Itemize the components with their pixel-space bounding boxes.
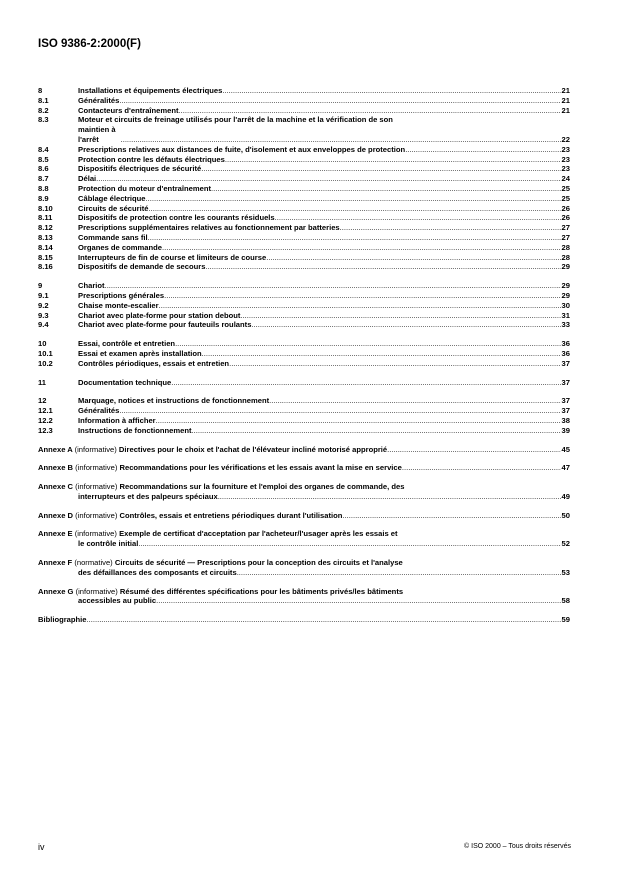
toc-entry-number: 8.9 — [38, 193, 49, 203]
annex-kind: (informative) — [75, 586, 118, 596]
annex-kind: (informative) — [74, 529, 117, 539]
toc-entry[interactable] — [38, 243, 570, 253]
toc-entry-title-text: Interrupteurs de fin de course et limiteurs de course — [78, 252, 267, 262]
toc-entry-page: 28 — [561, 252, 570, 262]
annex-heading — [38, 587, 403, 596]
toc-entry-page: 21 — [561, 86, 570, 95]
toc-entry-title — [78, 243, 561, 253]
toc-entry-title — [78, 426, 561, 436]
toc-entry-number: 9.2 — [38, 300, 49, 310]
leader-dots — [162, 243, 561, 253]
toc-entry-page: 23 — [561, 154, 570, 164]
annex-entry-continuation — [38, 596, 570, 606]
toc-entry[interactable] — [38, 213, 570, 223]
section-gap — [38, 387, 570, 396]
toc-entry-page: 26 — [561, 203, 570, 213]
toc-entry[interactable] — [38, 262, 570, 272]
toc-entry-title — [78, 174, 561, 184]
toc-entry-title-text: Installations et équipements électriques — [78, 86, 223, 95]
section-gap — [38, 369, 570, 378]
annex-entry[interactable] — [38, 529, 570, 549]
toc-entry[interactable] — [38, 96, 570, 106]
toc-entry-page: 33 — [561, 320, 570, 330]
toc-entry-number: 8.13 — [38, 232, 53, 242]
toc-entry[interactable] — [38, 320, 570, 330]
annex-title: Recommandations sur la fourniture et l'emploi des organes de commande, des — [119, 482, 405, 492]
leader-dots — [105, 281, 561, 291]
toc-entry-page: 29 — [561, 281, 570, 291]
toc-entry-page: 28 — [561, 242, 570, 252]
toc-entry-title-text: Contrôles périodiques, essais et entretien — [78, 358, 230, 368]
toc-entry-number: 8.2 — [38, 105, 49, 115]
annex-page: 50 — [561, 510, 570, 520]
annex-kind: (informative) — [75, 463, 118, 473]
toc-entry-title-text: Chariot avec plate-forme pour fauteuils roulants — [78, 320, 252, 330]
annex-entry-line — [38, 445, 570, 455]
toc-entry-title-text: Protection du moteur d'entraînement — [78, 183, 212, 193]
toc-entry-page: 21 — [561, 105, 570, 115]
annex-page: 53 — [561, 567, 570, 577]
annex-title: Directives pour le choix et l'achat de l'élévateur incliné motorisé approprié — [118, 444, 388, 454]
toc-entry-number: 9 — [38, 281, 43, 291]
annex-heading — [38, 558, 403, 567]
leader-dots — [96, 174, 560, 184]
leader-dots — [237, 568, 561, 578]
toc-entry-title-text: Chaise monte-escalier — [78, 300, 159, 310]
annex-entry[interactable] — [38, 558, 570, 578]
annex-entry[interactable] — [38, 482, 570, 502]
toc-entry-title-text: Commande sans fil — [78, 232, 148, 242]
toc-entry[interactable] — [38, 406, 570, 416]
toc-entry-title-text: Contacteurs d'entraînement — [78, 105, 179, 115]
section-gap — [38, 454, 570, 463]
section-gap — [38, 473, 570, 482]
annex-entry-line — [38, 482, 570, 492]
toc-entry-number: 11 — [38, 377, 47, 387]
annex-page: 45 — [561, 444, 570, 454]
toc-entry-title — [78, 320, 561, 330]
toc-entry-number: 8.3 — [38, 115, 49, 125]
page-number: iv — [38, 842, 45, 852]
toc-entry-title-text: Prescriptions supplémentaires relatives au fonctionnement par batteries — [78, 223, 340, 233]
annex-page: 49 — [561, 491, 570, 501]
annex-entry-line — [38, 587, 570, 597]
toc-entry-page: 37 — [561, 396, 570, 406]
toc-entry-title-text: Dispositifs de demande de secours — [78, 262, 206, 272]
toc-entry-title — [78, 281, 561, 291]
toc-entry-number: 8.12 — [38, 223, 53, 233]
toc-entry-page: 39 — [561, 425, 570, 435]
leader-dots — [156, 596, 560, 606]
annex-title-continued: le contrôle initial — [78, 539, 139, 549]
toc-entry-number: 12.1 — [38, 406, 53, 416]
toc-entry-title-text: Prescriptions générales — [78, 290, 165, 300]
annex-heading — [38, 445, 387, 455]
toc-entry-title — [78, 155, 561, 165]
toc-entry-title — [78, 184, 561, 194]
toc-entry-title-text: Essai et examen après installation — [78, 348, 202, 358]
annex-title-continued: accessibles au public — [78, 596, 157, 606]
leader-dots — [148, 204, 560, 214]
toc-entry-page: 37 — [561, 377, 570, 387]
leader-dots — [119, 96, 560, 106]
annex-title: Recommandations pour les vérifications et les essais avant la mise en service — [119, 463, 402, 473]
leader-dots — [87, 615, 561, 625]
toc-entry-number: 10.1 — [38, 348, 53, 358]
leader-dots — [251, 320, 560, 330]
leader-dots — [179, 106, 561, 116]
leader-dots — [387, 445, 560, 455]
toc-entry[interactable] — [38, 204, 570, 214]
section-gap — [38, 606, 570, 615]
toc-entry-page: 36 — [561, 348, 570, 358]
toc-entry-page: 38 — [561, 415, 570, 425]
toc-entry-title-text: Instructions de fonctionnement — [78, 425, 192, 435]
annex-kind: (informative) — [75, 510, 118, 520]
toc-entry[interactable] — [38, 253, 570, 263]
annex-page: 58 — [561, 596, 570, 606]
leader-dots — [405, 145, 560, 155]
toc-entry[interactable] — [38, 396, 570, 406]
toc-entry-number: 8.6 — [38, 164, 49, 174]
toc-entry[interactable] — [38, 301, 570, 311]
annex-title: Résumé des différentes spécifications pour les bâtiments privés/les bâtiments — [119, 586, 404, 596]
toc-entry-title-text: Information à afficher — [78, 415, 156, 425]
toc-entry-number: 8.8 — [38, 183, 49, 193]
toc-entry-number: 9.4 — [38, 320, 49, 330]
toc-entry-page: 30 — [561, 300, 570, 310]
section-gap — [38, 520, 570, 529]
leader-dots — [164, 291, 560, 301]
toc-entry-page: 37 — [561, 358, 570, 368]
toc-entry-number: 8.16 — [38, 262, 53, 272]
leader-dots — [201, 164, 560, 174]
toc-entry[interactable] — [38, 233, 570, 243]
toc-entry-page: 24 — [561, 174, 570, 184]
toc-entry[interactable] — [38, 359, 570, 369]
toc-entry-number: 8.4 — [38, 144, 49, 154]
annex-label: Annexe G — [38, 586, 74, 596]
leader-dots — [266, 253, 560, 263]
toc-entry[interactable] — [38, 155, 570, 165]
annex-label: Annexe A — [38, 444, 73, 454]
annex-entry[interactable] — [38, 511, 570, 521]
leader-dots — [222, 86, 560, 96]
section-gap — [38, 330, 570, 339]
annex-entry-continuation — [38, 568, 570, 578]
leader-dots — [175, 339, 560, 349]
annex-entry-continuation — [38, 539, 570, 549]
toc-entry-page: 27 — [561, 232, 570, 242]
section-gap — [38, 436, 570, 445]
annex-kind: (informative) — [75, 482, 118, 492]
toc-entry-title-text: Marquage, notices et instructions de fonctionnement — [78, 396, 270, 406]
toc-entry-title — [78, 406, 561, 416]
toc-entry-title-text: Moteur et circuits de freinage utilisés pour l'arrêt de la machine et la vérification de son — [78, 115, 393, 125]
toc-entry-title — [78, 86, 561, 96]
toc-entry-number: 8.11 — [38, 213, 53, 223]
toc-entry-title — [78, 301, 561, 311]
toc-entry-number: 10 — [38, 339, 47, 349]
toc-entry[interactable] — [38, 194, 570, 204]
leader-dots — [240, 311, 560, 321]
toc-entry-number: 8.15 — [38, 252, 53, 262]
leader-dots — [121, 135, 561, 145]
annex-entry[interactable] — [38, 445, 570, 455]
leader-dots — [229, 359, 560, 369]
leader-dots — [225, 155, 561, 165]
toc-entry-title-text: Documentation technique — [78, 377, 172, 387]
annex-title: Exemple de certificat d'acceptation par l'acheteur/l'usager après les essais et — [119, 529, 398, 539]
toc-entry-page: 27 — [561, 223, 570, 233]
toc-entry-number: 9.1 — [38, 290, 49, 300]
toc-entry-number: 12.2 — [38, 415, 53, 425]
toc-entry-title-text: Prescriptions relatives aux distances de fuite, d'isolement et aux enveloppes de protection — [78, 144, 406, 154]
toc-entry-number: 8.5 — [38, 154, 49, 164]
toc-entry-page: 25 — [561, 183, 570, 193]
toc-entry[interactable] — [38, 86, 570, 96]
toc-entry-title — [78, 311, 561, 321]
annex-label: Annexe E — [38, 529, 73, 539]
leader-dots — [218, 492, 561, 502]
leader-dots — [340, 223, 561, 233]
toc-entry-page: 26 — [561, 213, 570, 223]
section-gap — [38, 549, 570, 558]
annex-entry[interactable] — [38, 463, 570, 473]
toc-entry[interactable] — [38, 339, 570, 349]
toc-entry-page: 21 — [561, 95, 570, 105]
annex-heading — [38, 463, 402, 473]
toc-entry-title-text: Organes de commande — [78, 242, 162, 252]
toc-entry-title — [78, 349, 561, 359]
toc-entry-title-text: Dispositifs électriques de sécurité — [78, 164, 202, 174]
toc-entry-title-continued: maintien à l'arrêt — [78, 125, 116, 144]
section-gap — [38, 502, 570, 511]
annex-kind: (informative) — [74, 444, 117, 454]
annex-entry-line — [38, 511, 570, 521]
toc-entry[interactable] — [38, 106, 570, 116]
toc-entry-title — [78, 378, 561, 388]
toc-entry-title-text: Délai — [78, 174, 97, 184]
annex-heading — [38, 482, 404, 491]
toc-entry-number: 9.3 — [38, 310, 49, 320]
leader-dots — [205, 262, 560, 272]
annex-entry-line — [38, 463, 570, 473]
toc-entry-page: 31 — [561, 310, 570, 320]
toc-entry-page: 29 — [561, 290, 570, 300]
toc-entry-page: 23 — [561, 164, 570, 174]
toc-entry-title — [78, 145, 561, 155]
toc-entry-page: 36 — [561, 339, 570, 349]
toc-entry-number: 8 — [38, 86, 43, 95]
toc-entry-title — [78, 223, 561, 233]
annex-label: Annexe B — [38, 463, 74, 473]
toc-entry-title-text: Essai, contrôle et entretien — [78, 339, 176, 349]
leader-dots — [202, 349, 561, 359]
leader-dots — [148, 233, 561, 243]
annex-entry-line — [38, 558, 570, 568]
leader-dots — [211, 184, 561, 194]
toc-entry-page: 29 — [561, 262, 570, 272]
table-of-contents — [38, 86, 570, 625]
annex-title: Contrôles, essais et entretiens périodiques durant l'utilisation — [119, 510, 343, 520]
annex-entry-continuation — [38, 492, 570, 502]
section-gap — [38, 578, 570, 587]
annex-label: Annexe D — [38, 510, 74, 520]
toc-entry-title — [78, 396, 561, 406]
leader-dots — [156, 416, 561, 426]
leader-dots — [402, 463, 561, 473]
bibliography-title — [38, 615, 561, 625]
toc-entry-page: 23 — [561, 144, 570, 154]
toc-entry[interactable] — [38, 223, 570, 233]
annex-page: 52 — [561, 539, 570, 549]
annex-label: Annexe F — [38, 558, 73, 568]
toc-entry-title-text: Circuits de sécurité — [78, 203, 149, 213]
annex-heading — [38, 511, 342, 521]
bibliography-title-text: Bibliographie — [38, 615, 87, 625]
leader-dots — [138, 539, 560, 549]
leader-dots — [269, 396, 560, 406]
leader-dots — [171, 378, 560, 388]
annex-title: Circuits de sécurité — Prescriptions pour la conception des circuits et l'analyse — [114, 558, 403, 568]
document-code: ISO 9386-2:2000(F) — [38, 38, 141, 50]
toc-entry[interactable] — [38, 311, 570, 321]
toc-entry-title-text: Généralités — [78, 406, 120, 416]
annex-label: Annexe C — [38, 482, 74, 492]
toc-entry-title — [78, 359, 561, 369]
toc-entry-page: 37 — [561, 406, 570, 416]
toc-entry-title — [78, 213, 561, 223]
annex-heading — [38, 529, 398, 538]
annex-kind: (normative) — [74, 558, 113, 568]
toc-entry-title — [78, 204, 561, 214]
toc-entry-title-text: Généralités — [78, 95, 120, 105]
toc-entry[interactable] — [38, 174, 570, 184]
toc-entry-title — [78, 253, 561, 263]
toc-entry[interactable] — [38, 115, 570, 125]
toc-entry-number: 8.10 — [38, 203, 53, 213]
toc-entry-number: 12 — [38, 396, 47, 406]
toc-entry-title — [78, 194, 561, 204]
annex-title-continued: interrupteurs et des palpeurs spéciaux — [78, 491, 218, 501]
annex-entry[interactable] — [38, 587, 570, 607]
section-gap — [38, 272, 570, 281]
toc-entry-continuation[interactable] — [38, 125, 570, 145]
bibliography-page: 59 — [561, 615, 570, 625]
toc-entry[interactable] — [38, 281, 570, 291]
toc-entry-number: 8.1 — [38, 95, 49, 105]
copyright-notice: © ISO 2000 – Tous droits réservés — [464, 843, 571, 850]
toc-entry-title-text: Chariot — [78, 281, 105, 291]
toc-entry-title — [78, 96, 561, 106]
leader-dots — [159, 301, 561, 311]
leader-dots — [146, 194, 561, 204]
toc-entry-title — [78, 416, 561, 426]
toc-entry[interactable] — [38, 145, 570, 155]
toc-entry[interactable] — [38, 416, 570, 426]
toc-entry-title-text: Dispositifs de protection contre les courants résiduels — [78, 213, 275, 223]
leader-dots — [342, 511, 560, 521]
toc-entry-title — [78, 233, 561, 243]
toc-entry-title — [78, 115, 570, 125]
leader-dots — [119, 406, 560, 416]
toc-entry-title — [78, 339, 561, 349]
toc-entry[interactable] — [38, 378, 570, 388]
bibliography-entry[interactable] — [38, 615, 570, 625]
toc-entry-title-text: Chariot avec plate-forme pour station debout — [78, 310, 241, 320]
annex-page: 47 — [561, 463, 570, 473]
toc-entry-title-text: Protection contre les défauts électriques — [78, 154, 225, 164]
annex-title-continued: des défaillances des composants et circuits — [78, 567, 237, 577]
toc-entry-number: 10.2 — [38, 358, 53, 368]
toc-entry-title — [78, 164, 561, 174]
toc-entry-number: 8.7 — [38, 174, 49, 184]
toc-entry-number: 8.14 — [38, 242, 53, 252]
toc-entry-page: 25 — [561, 193, 570, 203]
toc-entry[interactable] — [38, 349, 570, 359]
leader-dots — [275, 213, 561, 223]
toc-entry-number: 12.3 — [38, 425, 53, 435]
toc-entry-title — [78, 262, 561, 272]
toc-entry[interactable] — [38, 184, 570, 194]
leader-dots — [192, 426, 561, 436]
toc-entry-title — [78, 106, 561, 116]
annex-entry-line — [38, 529, 570, 539]
toc-entry[interactable] — [38, 164, 570, 174]
toc-entry[interactable] — [38, 291, 570, 301]
toc-entry-title — [78, 291, 561, 301]
toc-entry-page: 22 — [561, 134, 570, 144]
toc-entry-title-text: Câblage électrique — [78, 193, 146, 203]
toc-entry[interactable] — [38, 426, 570, 436]
